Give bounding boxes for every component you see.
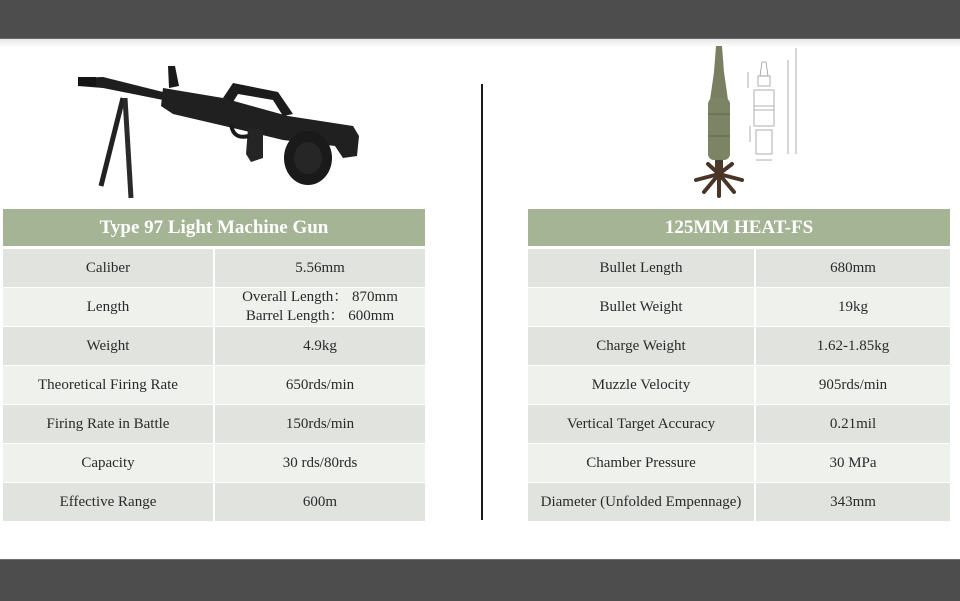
value-line: 0.21mil (829, 415, 877, 432)
row-value (756, 327, 950, 365)
row-label: Firing Rate in Battle (3, 405, 215, 443)
row-label: Theoretical Firing Rate (3, 366, 215, 404)
row-label: Length (3, 288, 215, 326)
table-row (528, 288, 950, 327)
value-line: 680mm (830, 259, 876, 276)
table-row (528, 444, 950, 483)
row-value (215, 249, 425, 287)
value-line: 5.56mm (295, 259, 345, 276)
row-value (756, 405, 950, 443)
value-line: 650rds/min (285, 376, 355, 393)
heat-round-spec-table (528, 209, 950, 522)
value-line: 1.62-1.85kg (816, 337, 890, 354)
machine-gun-spec-table (3, 209, 425, 522)
value-line: 600m (302, 493, 338, 510)
row-value (215, 483, 425, 521)
value-line: 905rds/min (818, 376, 888, 393)
vertical-divider (481, 84, 483, 520)
value-line: 19kg (838, 298, 868, 315)
table-row (3, 366, 425, 405)
table-row (528, 405, 950, 444)
table-row (3, 405, 425, 444)
row-value (756, 444, 950, 482)
value-line: 343mm (830, 493, 876, 510)
row-label: Effective Range (3, 483, 215, 521)
row-value (215, 405, 425, 443)
row-label: Chamber Pressure (528, 444, 756, 482)
row-value (756, 366, 950, 404)
table-row (3, 483, 425, 522)
row-label: Bullet Length (528, 249, 756, 287)
value-line: 150rds/min (285, 415, 355, 432)
table-row (3, 327, 425, 366)
table-row (528, 249, 950, 288)
row-label: Bullet Weight (528, 288, 756, 326)
table-row (3, 288, 425, 327)
machine-gun-image (73, 58, 363, 206)
value-line: 30 MPa (829, 454, 877, 471)
row-label: Diameter (Unfolded Empennage) (528, 483, 756, 521)
row-value (215, 288, 425, 326)
row-label: Charge Weight (528, 327, 756, 365)
row-value (215, 327, 425, 365)
top-bar (0, 0, 960, 39)
value-line: 4.9kg (303, 337, 337, 354)
bottom-bar (0, 559, 960, 601)
value-line: Overall Length： 870mm (242, 289, 398, 305)
heat-round-image (688, 42, 808, 198)
row-label: Capacity (3, 444, 215, 482)
value-line: 30 rds/80rds (282, 454, 358, 471)
table-row (528, 483, 950, 522)
row-value (756, 483, 950, 521)
table-row (3, 444, 425, 483)
row-label: Vertical Target Accuracy (528, 405, 756, 443)
row-value (756, 288, 950, 326)
value-line: Barrel Length： 600mm (245, 308, 395, 324)
table-row (528, 327, 950, 366)
table-title: 125MM HEAT-FS (528, 209, 950, 249)
table-row (528, 366, 950, 405)
table-row (3, 249, 425, 288)
row-value (756, 249, 950, 287)
row-value (215, 366, 425, 404)
table-title: Type 97 Light Machine Gun (3, 209, 425, 249)
top-bar-shadow (0, 39, 960, 47)
row-value (215, 444, 425, 482)
row-label: Muzzle Velocity (528, 366, 756, 404)
row-label: Weight (3, 327, 215, 365)
row-label: Caliber (3, 249, 215, 287)
